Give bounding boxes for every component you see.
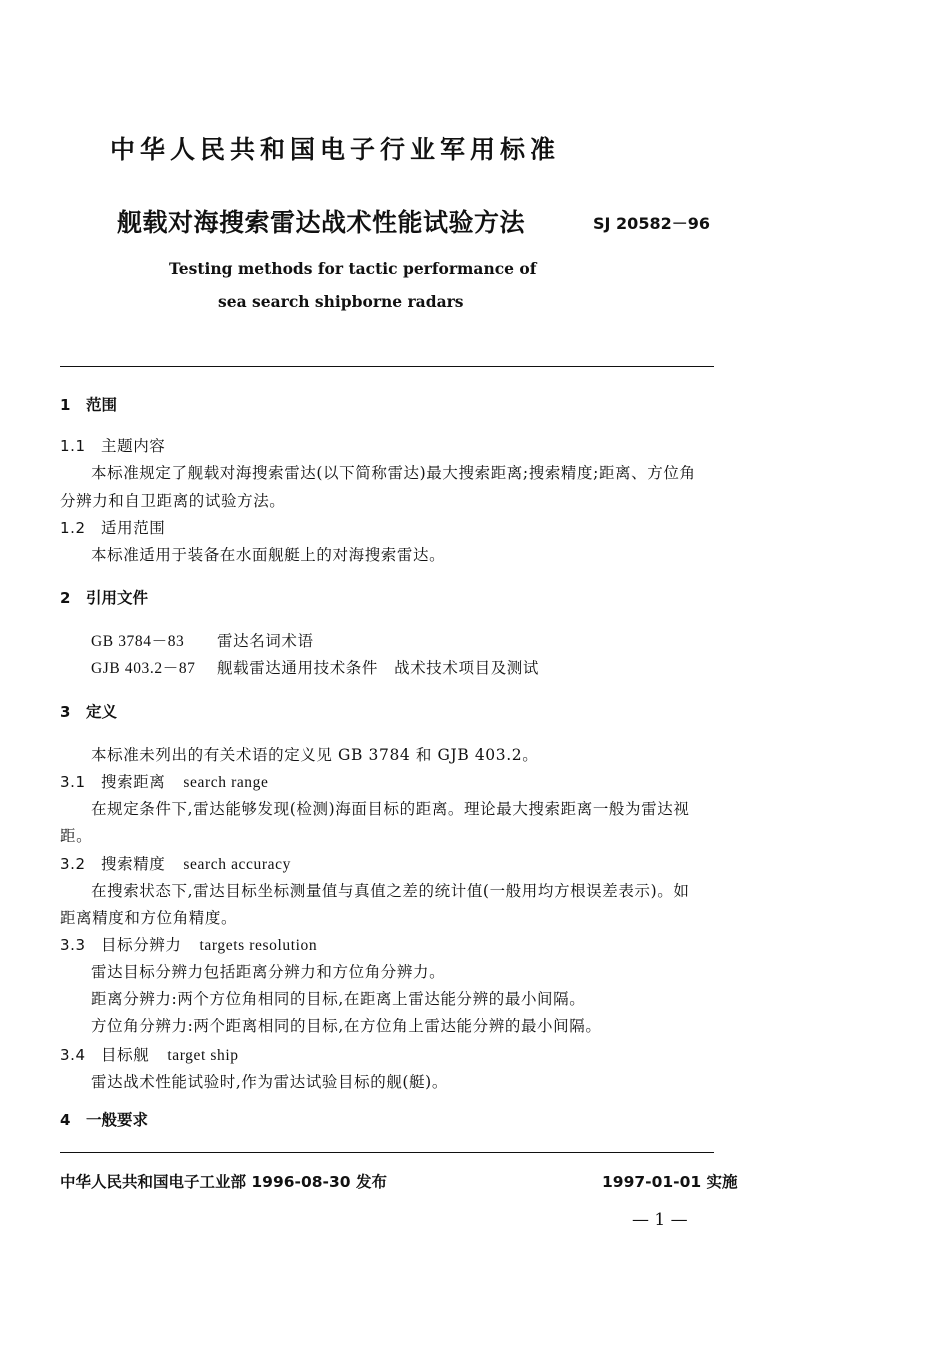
section-title: 搜索精度 bbox=[101, 855, 166, 873]
section-3-4-heading bbox=[60, 1043, 239, 1065]
english-title-line1: Testing methods for tactic performance of bbox=[169, 259, 537, 278]
section-3-1-heading bbox=[60, 770, 269, 792]
section-1-1-text-line1: 本标准规定了舰载对海搜索雷达(以下简称雷达)最大搜索距离;搜索精度;距离、方位角 bbox=[91, 464, 696, 482]
effective-date: 1997-01-01 实施 bbox=[602, 1173, 738, 1191]
org-title: 中华人民共和国电子行业军用标准 bbox=[110, 135, 561, 164]
section-1-heading bbox=[60, 393, 117, 415]
issue-statement: 中华人民共和国电子工业部 1996-08-30 发布 bbox=[60, 1173, 387, 1191]
section-2-heading bbox=[60, 586, 148, 608]
reference-code: GB 3784－83 bbox=[91, 633, 185, 650]
reference-name: 舰载雷达通用技术条件 战术技术项目及测试 bbox=[217, 659, 540, 677]
english-title-line2: sea search shipborne radars bbox=[218, 292, 464, 311]
section-title: 主题内容 bbox=[101, 437, 166, 455]
section-title: 搜索距离 bbox=[101, 773, 166, 791]
english-term: targets resolution bbox=[199, 937, 318, 954]
section-title: 引用文件 bbox=[86, 589, 149, 607]
section-3-2-text-line1: 在搜索状态下,雷达目标坐标测量值与真值之差的统计值(一般用均方根误差表示)。如 bbox=[91, 882, 690, 900]
section-4-heading bbox=[60, 1108, 148, 1130]
section-number: 3.1 bbox=[60, 773, 86, 791]
section-1-1-heading bbox=[60, 434, 165, 456]
section-number: 1.1 bbox=[60, 437, 86, 455]
section-number: 4 bbox=[60, 1111, 71, 1129]
footer-rule bbox=[60, 1152, 714, 1153]
section-title: 目标分辨力 bbox=[101, 936, 182, 954]
section-3-2-heading bbox=[60, 852, 291, 874]
reference-name: 雷达名词术语 bbox=[217, 632, 314, 650]
section-1-1-text-line2: 分辨力和自卫距离的试验方法。 bbox=[60, 492, 286, 510]
section-3-intro: 本标准未列出的有关术语的定义见 GB 3784 和 GJB 403.2。 bbox=[91, 746, 539, 764]
section-title: 适用范围 bbox=[101, 519, 166, 537]
section-1-2-heading bbox=[60, 516, 165, 538]
section-3-2-text-line2: 距离精度和方位角精度。 bbox=[60, 909, 238, 927]
reference-code: GJB 403.2－87 bbox=[91, 660, 196, 677]
section-3-1-text-line2: 距。 bbox=[60, 827, 93, 845]
section-number: 1.2 bbox=[60, 519, 86, 537]
section-3-heading bbox=[60, 700, 117, 722]
section-3-3-line2: 距离分辨力:两个方位角相同的目标,在距离上雷达能分辨的最小间隔。 bbox=[91, 990, 586, 1008]
section-number: 1 bbox=[60, 396, 71, 414]
section-title: 一般要求 bbox=[86, 1111, 149, 1129]
section-1-2-text: 本标准适用于装备在水面舰艇上的对海搜索雷达。 bbox=[91, 546, 446, 564]
section-number: 3.4 bbox=[60, 1046, 86, 1064]
section-title: 范围 bbox=[86, 396, 118, 414]
page-number: — 1 — bbox=[632, 1210, 688, 1230]
reference-row bbox=[91, 656, 539, 678]
section-number: 3.2 bbox=[60, 855, 86, 873]
section-number: 2 bbox=[60, 589, 71, 607]
section-3-3-line3: 方位角分辨力:两个距离相同的目标,在方位角上雷达能分辨的最小间隔。 bbox=[91, 1017, 602, 1035]
section-3-1-text-line1: 在规定条件下,雷达能够发现(检测)海面目标的距离。理论最大搜索距离一般为雷达视 bbox=[91, 800, 690, 818]
reference-row bbox=[91, 629, 314, 651]
standard-code: SJ 20582－96 bbox=[593, 214, 710, 233]
english-term: search accuracy bbox=[183, 856, 291, 873]
section-3-3-line1: 雷达目标分辨力包括距离分辨力和方位角分辨力。 bbox=[91, 963, 446, 981]
section-number: 3.3 bbox=[60, 936, 86, 954]
section-title: 目标舰 bbox=[101, 1046, 150, 1064]
section-number: 3 bbox=[60, 703, 71, 721]
section-3-4-text: 雷达战术性能试验时,作为雷达试验目标的舰(艇)。 bbox=[91, 1073, 448, 1091]
section-3-3-heading bbox=[60, 933, 317, 955]
header-rule bbox=[60, 366, 714, 367]
document-title: 舰载对海搜索雷达战术性能试验方法 bbox=[117, 208, 526, 237]
section-title: 定义 bbox=[86, 703, 118, 721]
english-term: search range bbox=[183, 774, 269, 791]
english-term: target ship bbox=[167, 1047, 239, 1064]
